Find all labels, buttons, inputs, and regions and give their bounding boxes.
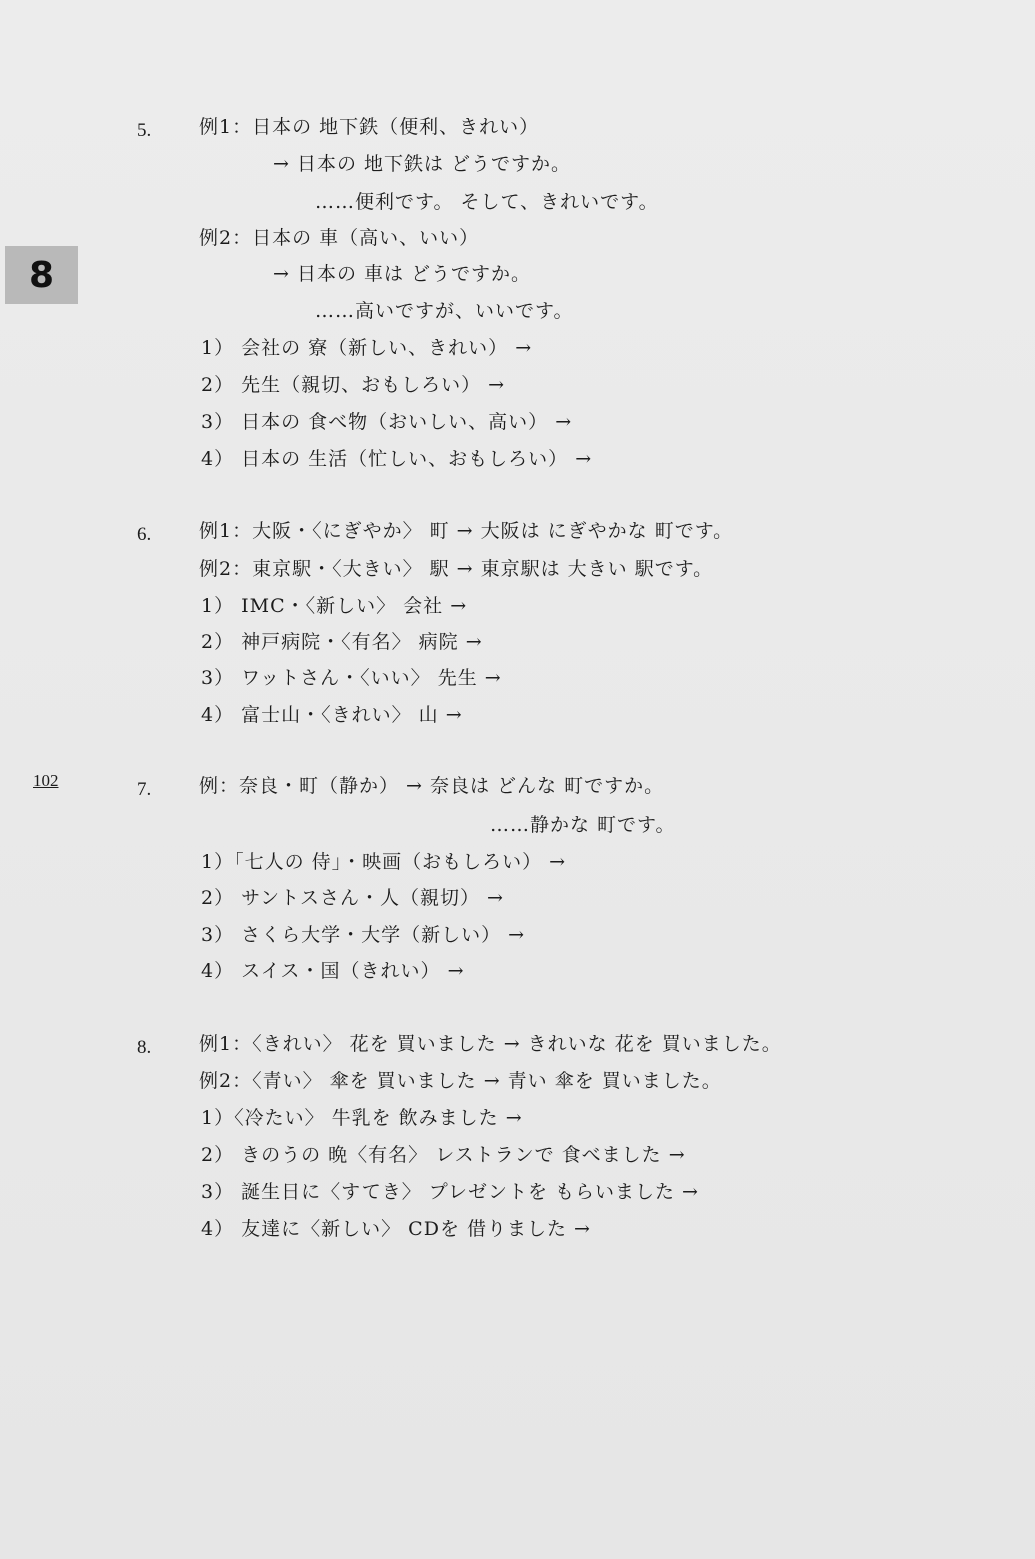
section-number: 5. (137, 120, 152, 141)
exercise-line: 2） 先生（親切、おもしろい） → (201, 374, 506, 396)
exercise-line: 1）〈冷たい〉 牛乳を 飲みました → (201, 1107, 523, 1129)
exercise-line: 4） 友達に〈新しい〉 CDを 借りました → (201, 1218, 591, 1240)
exercise-line: 3） ワットさん・〈いい〉 先生 → (201, 667, 502, 689)
exercise-line: 4） スイス・国（きれい） → (201, 960, 465, 982)
exercise-line: 例1：〈きれい〉 花を 買いました → きれいな 花を 買いました。 (199, 1033, 782, 1055)
section-number: 8. (137, 1037, 152, 1058)
exercise-line: 4） 日本の 生活（忙しい、おもしろい） → (201, 448, 593, 470)
exercise-line: 1）「七人の 侍」・映画（おもしろい） → (201, 851, 567, 873)
exercise-line: 例2：日本の 車（高い、いい） (199, 227, 480, 249)
exercise-line: → 日本の 地下鉄は どうですか。 (273, 153, 572, 175)
exercise-line: 例2：東京駅・〈大きい〉 駅 → 東京駅は 大きい 駅です。 (199, 558, 714, 580)
exercise-line: 3） 誕生日に〈すてき〉 プレゼントを もらいました → (201, 1181, 699, 1203)
exercise-line: ……高いですが、いいです。 (315, 300, 574, 322)
exercise-line: 例1：日本の 地下鉄（便利、きれい） (199, 116, 540, 138)
exercise-line: 1） 会社の 寮（新しい、きれい） → (201, 337, 533, 359)
exercise-line: 例1：大阪・〈にぎやか〉 町 → 大阪は にぎやかな 町です。 (199, 520, 734, 542)
chapter-tab: 8 (5, 246, 78, 304)
exercise-line: 例：奈良・町（静か） → 奈良は どんな 町ですか。 (199, 775, 665, 797)
section-number: 7. (137, 779, 152, 800)
page-number: 102 (33, 771, 59, 790)
section-number: 6. (137, 524, 152, 545)
exercise-line: 例2：〈青い〉 傘を 買いました → 青い 傘を 買いました。 (199, 1070, 722, 1092)
exercise-line: ……便利です。 そして、きれいです。 (315, 191, 659, 213)
exercise-line: 3） 日本の 食べ物（おいしい、高い） → (201, 411, 573, 433)
exercise-line: 1） IMC・〈新しい〉 会社 → (201, 595, 468, 617)
exercise-line: 4） 富士山・〈きれい〉 山 → (201, 704, 463, 726)
exercise-line: 2） 神戸病院・〈有名〉 病院 → (201, 631, 483, 653)
exercise-line: 2） サントスさん・人（親切） → (201, 887, 504, 909)
exercise-line: ……静かな 町です。 (490, 814, 676, 836)
exercise-line: 3） さくら大学・大学（新しい） → (201, 924, 526, 946)
exercise-line: 2） きのうの 晩〈有名〉 レストランで 食べました → (201, 1144, 686, 1166)
exercise-line: → 日本の 車は どうですか。 (273, 263, 532, 285)
